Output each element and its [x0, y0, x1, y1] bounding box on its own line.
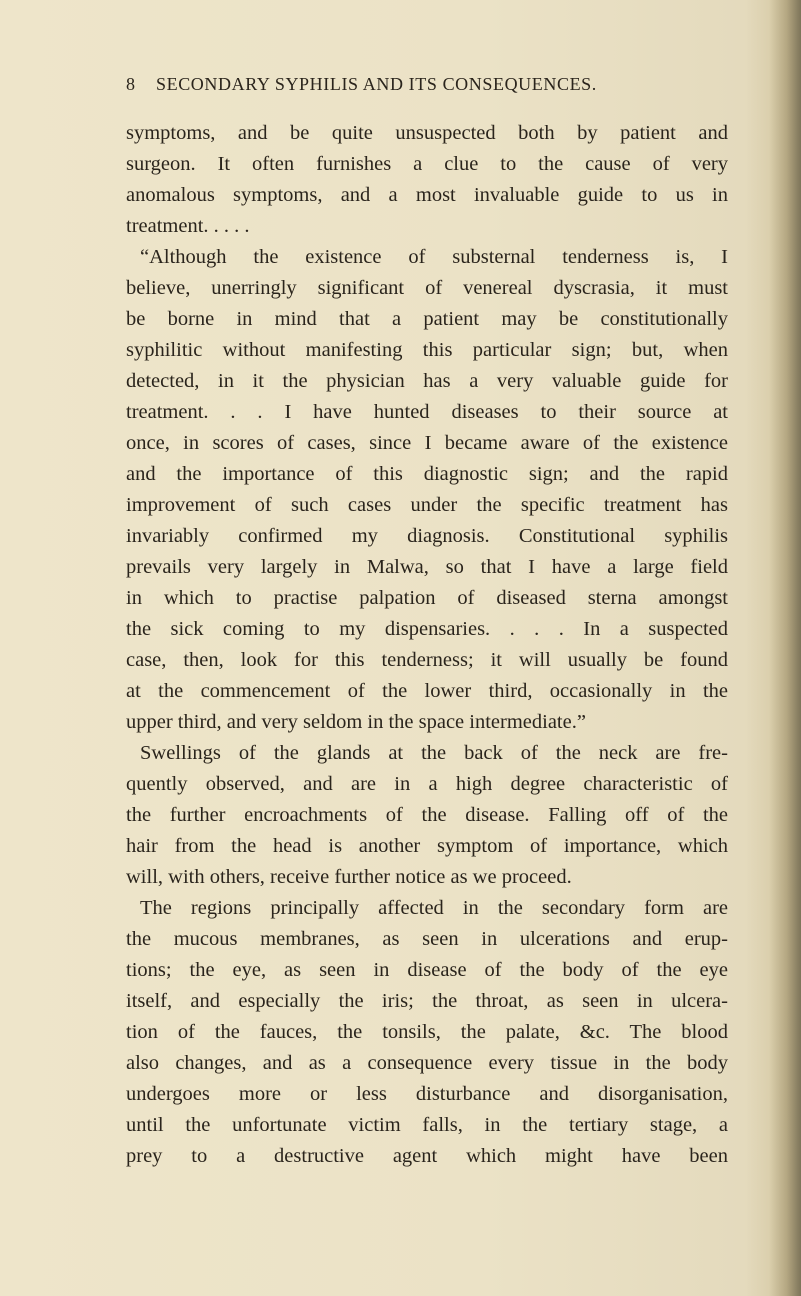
- text-line: prey to a destructive agent which might have been: [126, 1145, 728, 1167]
- text-line: until the unfortunate victim falls, in the tertiary stage, a: [126, 1114, 728, 1136]
- text-line: surgeon. It often furnishes a clue to the cause of very: [126, 153, 728, 175]
- text-line: once, in scores of cases, since I became aware of the existence: [126, 432, 728, 454]
- text-line: be borne in mind that a patient may be constitutionally: [126, 308, 728, 330]
- text-line: upper third, and very seldom in the space intermediate.”: [126, 711, 586, 733]
- text-line: and the importance of this diagnostic sign; and the rapid: [126, 463, 728, 485]
- text-line: prevails very largely in Malwa, so that I have a large field: [126, 556, 728, 578]
- text-line: also changes, and as a consequence every tissue in the body: [126, 1052, 728, 1074]
- page-number: 8: [126, 74, 136, 94]
- text-line: the further encroachments of the disease. Falling off of the: [126, 804, 728, 826]
- text-line: in which to practise palpation of diseased sterna amongst: [126, 587, 728, 609]
- text-line: “Although the existence of substernal tenderness is, I: [140, 246, 728, 268]
- text-line: tions; the eye, as seen in disease of the body of the eye: [126, 959, 728, 981]
- text-line: case, then, look for this tenderness; it will usually be found: [126, 649, 728, 671]
- text-line: detected, in it the physician has a very valuable guide for: [126, 370, 728, 392]
- text-line: believe, unerringly significant of venereal dyscrasia, it must: [126, 277, 728, 299]
- page-edge-shadow: [769, 0, 801, 1296]
- running-title: SECONDARY SYPHILIS AND ITS CONSEQUENCES.: [156, 74, 597, 94]
- running-head: [126, 74, 726, 102]
- text-line: quently observed, and are in a high degree characteristic of: [126, 773, 728, 795]
- text-line: treatment. . . I have hunted diseases to their source at: [126, 401, 728, 423]
- text-line: invariably confirmed my diagnosis. Constitutional syphilis: [126, 525, 728, 547]
- text-line: treatment. . . . .: [126, 215, 250, 237]
- text-line: the mucous membranes, as seen in ulcerations and erup-: [126, 928, 728, 950]
- text-line: tion of the fauces, the tonsils, the palate, &c. The blood: [126, 1021, 728, 1043]
- text-line: The regions principally affected in the secondary form are: [140, 897, 728, 919]
- text-line: anomalous symptoms, and a most invaluable guide to us in: [126, 184, 728, 206]
- text-line: Swellings of the glands at the back of the neck are fre-: [140, 742, 728, 764]
- text-line: undergoes more or less disturbance and disorganisation,: [126, 1083, 728, 1105]
- text-line: will, with others, receive further notice as we proceed.: [126, 866, 572, 888]
- text-line: itself, and especially the iris; the throat, as seen in ulcera-: [126, 990, 728, 1012]
- text-line: improvement of such cases under the specific treatment has: [126, 494, 728, 516]
- body-text: [126, 118, 728, 1172]
- text-line: symptoms, and be quite unsuspected both by patient and: [126, 122, 728, 144]
- text-line: at the commencement of the lower third, occasionally in the: [126, 680, 728, 702]
- text-line: the sick coming to my dispensaries. . . . In a suspected: [126, 618, 728, 640]
- text-line: hair from the head is another symptom of importance, which: [126, 835, 728, 857]
- text-line: syphilitic without manifesting this particular sign; but, when: [126, 339, 728, 361]
